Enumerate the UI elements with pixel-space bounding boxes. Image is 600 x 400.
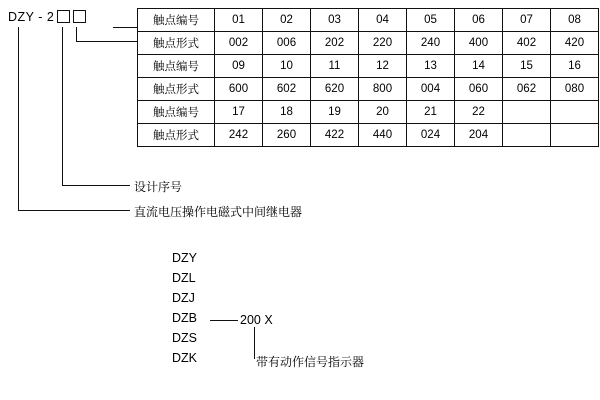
table-cell: 12 bbox=[359, 55, 407, 78]
leader-line-design-vertical bbox=[62, 27, 63, 185]
table-cell: 13 bbox=[407, 55, 455, 78]
row-header: 触点编号 bbox=[138, 55, 215, 78]
table-cell bbox=[551, 124, 599, 147]
table-cell: 02 bbox=[263, 9, 311, 32]
table-cell: 14 bbox=[455, 55, 503, 78]
table-cell: 220 bbox=[359, 32, 407, 55]
leader-line-design-horizontal bbox=[62, 185, 130, 186]
leader-line-series-suffix bbox=[210, 320, 238, 321]
series-item: DZL bbox=[172, 271, 196, 285]
table-row bbox=[138, 55, 599, 78]
table-cell: 18 bbox=[263, 101, 311, 124]
row-header: 触点形式 bbox=[138, 78, 215, 101]
table-cell: 17 bbox=[215, 101, 263, 124]
table-cell: 07 bbox=[503, 9, 551, 32]
model-code-text: DZY - 2 bbox=[8, 10, 55, 24]
annotation-indicator-note: 带有动作信号指示器 bbox=[256, 355, 365, 369]
table-cell: 09 bbox=[215, 55, 263, 78]
leader-line-relay-horizontal bbox=[18, 210, 130, 211]
table-cell: 400 bbox=[455, 32, 503, 55]
table-cell: 204 bbox=[455, 124, 503, 147]
table-row bbox=[138, 78, 599, 101]
series-item: DZB bbox=[172, 311, 197, 325]
table-cell bbox=[503, 101, 551, 124]
table-cell: 620 bbox=[311, 78, 359, 101]
table-cell: 060 bbox=[455, 78, 503, 101]
table-row bbox=[138, 124, 599, 147]
table-cell: 080 bbox=[551, 78, 599, 101]
leader-line-indicator-vertical bbox=[254, 327, 255, 359]
table-cell: 440 bbox=[359, 124, 407, 147]
table-cell: 800 bbox=[359, 78, 407, 101]
table-cell: 21 bbox=[407, 101, 455, 124]
series-item: DZS bbox=[172, 331, 197, 345]
table-cell: 240 bbox=[407, 32, 455, 55]
row-header: 触点编号 bbox=[138, 9, 215, 32]
row-header: 触点形式 bbox=[138, 32, 215, 55]
table-cell bbox=[551, 101, 599, 124]
table-cell: 024 bbox=[407, 124, 455, 147]
table-cell: 01 bbox=[215, 9, 263, 32]
table-cell: 062 bbox=[503, 78, 551, 101]
annotation-relay-desc: 直流电压操作电磁式中间继电器 bbox=[134, 205, 303, 219]
series-suffix-label: 200 X bbox=[240, 313, 273, 327]
row-header: 触点形式 bbox=[138, 124, 215, 147]
table-cell: 05 bbox=[407, 9, 455, 32]
model-code-label bbox=[8, 10, 86, 24]
table-cell bbox=[503, 124, 551, 147]
series-list bbox=[172, 248, 197, 368]
table-cell: 15 bbox=[503, 55, 551, 78]
table-cell: 402 bbox=[503, 32, 551, 55]
table-cell: 04 bbox=[359, 9, 407, 32]
table-cell: 422 bbox=[311, 124, 359, 147]
table-cell: 19 bbox=[311, 101, 359, 124]
table-cell: 006 bbox=[263, 32, 311, 55]
table-cell: 20 bbox=[359, 101, 407, 124]
table-cell: 602 bbox=[263, 78, 311, 101]
series-item: DZJ bbox=[172, 291, 195, 305]
leader-line-relay-vertical bbox=[18, 27, 19, 210]
table-row bbox=[138, 32, 599, 55]
table-cell: 22 bbox=[455, 101, 503, 124]
table-cell: 242 bbox=[215, 124, 263, 147]
leader-line-box2-vertical bbox=[76, 27, 77, 41]
table-cell: 600 bbox=[215, 78, 263, 101]
model-code-box-1 bbox=[57, 10, 70, 23]
leader-line-box2-horizontal bbox=[76, 41, 137, 42]
table-cell: 10 bbox=[263, 55, 311, 78]
leader-line-table-row1 bbox=[113, 27, 137, 28]
row-header: 触点编号 bbox=[138, 101, 215, 124]
table-cell: 202 bbox=[311, 32, 359, 55]
table-row bbox=[138, 101, 599, 124]
model-code-box-2 bbox=[73, 10, 86, 23]
table-row bbox=[138, 9, 599, 32]
table-cell: 11 bbox=[311, 55, 359, 78]
annotation-design-no: 设计序号 bbox=[134, 180, 183, 194]
table-cell: 260 bbox=[263, 124, 311, 147]
table-cell: 16 bbox=[551, 55, 599, 78]
table-cell: 004 bbox=[407, 78, 455, 101]
series-item: DZY bbox=[172, 251, 197, 265]
table-cell: 002 bbox=[215, 32, 263, 55]
table-cell: 08 bbox=[551, 9, 599, 32]
table-cell: 03 bbox=[311, 9, 359, 32]
contact-table bbox=[137, 8, 599, 147]
table-cell: 420 bbox=[551, 32, 599, 55]
contact-table-wrapper bbox=[137, 8, 599, 147]
table-cell: 06 bbox=[455, 9, 503, 32]
series-item: DZK bbox=[172, 351, 197, 365]
